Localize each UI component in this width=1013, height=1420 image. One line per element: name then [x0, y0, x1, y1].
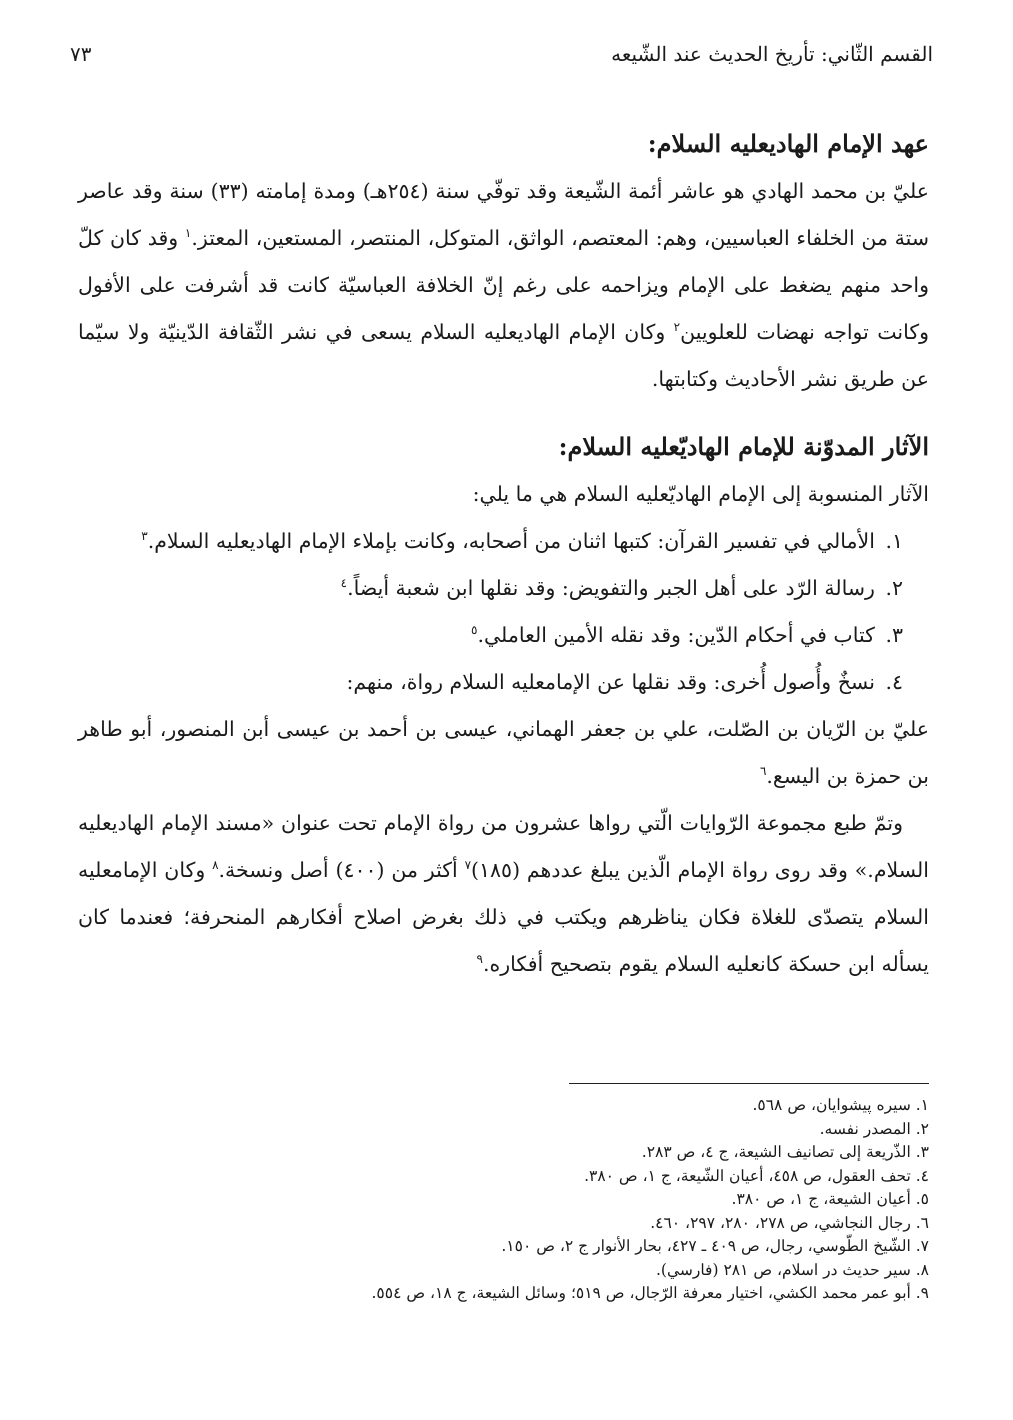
footnote-ref: ٧ — [464, 858, 472, 873]
footnote-item: ٦. رجال النجاشي، ص ٢٧٨، ٢٨٠، ٢٩٧، ٤٦٠. — [650, 1213, 929, 1232]
item-number: ٤. — [885, 670, 903, 694]
item-text: رسالة الرّد على أهل الجبر والتفويض: وقد نقلها ابن شعبة أيضاً. — [347, 576, 875, 600]
footnote-item: ٩. أبو عمر محمد الكشي، اختيار معرفة الرّجال، ص ٥١٩؛ وسائل الشيعة، ج ١٨، ص ٥٥٤. — [371, 1284, 929, 1302]
footnote-ref: ٩ — [476, 952, 483, 967]
footnote-item: ٨. سير حديث در اسلام، ص ٢٨١ (فارسي). — [655, 1260, 929, 1279]
footnote-item: ١. سيره پيشوايان، ص ٥٦٨. — [752, 1096, 929, 1114]
narrators-paragraph — [78, 706, 929, 800]
text-run: وتمّ طبع مجموعة الرّوايات الّتي رواها عشرون من رواة الإمام تحت عنوان «مسند الإمام الهاديعليه السلام.» وقد روى رواة الإمام الّذين يبلغ عددهم (١٨٥) — [78, 811, 929, 882]
item-text: نسخٌ وأُصول أُخرى: وقد نقلها عن الإمامعليه السلام رواة، منهم: — [346, 670, 875, 694]
main-text — [78, 120, 929, 988]
footnote-item: ٧. الشّيخ الطّوسي، رجال، ص ٤٠٩ ـ ٤٢٧، بحار الأنوار ج ٢، ص ١٥٠. — [501, 1237, 929, 1255]
item-number: ١. — [885, 529, 903, 553]
item-number: ٢. — [885, 576, 903, 600]
item-text: كتاب في أحكام الدّين: وقد نقله الأمين العاملي. — [477, 623, 875, 647]
text-run: وقد كان كلّ واحد منهم يضغط على الإمام ويزاحمه على رغم إنّ الخلافة العباسيّة كانت قد أشرفت على الأفول وكانت تواجه نهضات للعلويين — [78, 226, 929, 344]
running-title: القسم الثّاني: تأريخ الحديث عند الشّيعه — [611, 42, 933, 66]
closing-paragraph — [78, 800, 929, 988]
footnote-ref: ٢ — [673, 320, 681, 335]
text-run: وكان الإمامعليه السلام يتصدّى للغلاة فكان يناظرهم ويكتب في ذلك بغرض اصلاح أفكارهم المنحرفة؛ فعندما كان يسأله ابن حسكة كانعليه السلام يقوم بتصحيح أفكاره. — [78, 858, 929, 976]
text-run: عليّ بن الرّيان بن الصّلت، علي بن جعفر الهماني، عيسى بن أحمد بن عيسى أبن المنصور، أبو طاهر بن حمزة بن اليسع. — [78, 717, 929, 788]
list-item — [78, 612, 929, 659]
page-header — [70, 42, 933, 82]
footnote-item: ٥. أعيان الشيعة، ج ١، ص ٣٨٠. — [731, 1190, 929, 1208]
footnote-item: ٣. الذّريعة إلى تصانيف الشيعة، ج ٤، ص ٢٨٣. — [641, 1143, 929, 1161]
list-item — [78, 565, 929, 612]
footnote-ref: ٨ — [212, 858, 219, 873]
section-heading-works: الآثار المدوّنة للإمام الهاديّعليه السلام: — [558, 432, 929, 461]
works-intro: الآثار المنسوبة إلى الإمام الهاديّعليه السلام هي ما يلي: — [472, 482, 929, 506]
footnote-ref: ٥ — [471, 623, 478, 638]
item-number: ٣. — [885, 623, 903, 647]
works-list — [78, 518, 929, 706]
page-number: ٧٣ — [70, 42, 92, 66]
footnote-ref: ٣ — [141, 529, 148, 544]
list-item — [78, 659, 929, 706]
footnotes-list — [160, 1094, 929, 1306]
paragraph-era — [78, 168, 929, 403]
text-run: أكثر من (٤٠٠) أصل ونسخة. — [218, 858, 465, 882]
list-item — [78, 518, 929, 565]
footnote-ref: ١ — [184, 226, 192, 241]
text-run: عليّ بن محمد الهادي هو عاشر أئمة الشّيعة وقد توفّي سنة (٢٥٤هـ) ومدة إمامته (٣٣) سنة وقد عاصر ستة من الخلفاء العباسيين، وهم: المعتصم، الواثق، المتوكل، المنتصر، المستعين، المعتز. — [78, 179, 930, 250]
footnote-ref: ٦ — [759, 764, 767, 779]
footnote-item: ٤. تحف العقول، ص ٤٥٨، أعيان الشّيعة، ج ١، ص ٣٨٠. — [584, 1166, 929, 1185]
footnote-divider — [569, 1083, 929, 1084]
footnote-ref: ٤ — [340, 576, 348, 591]
section-heading-era: عهد الإمام الهاديعليه السلام: — [647, 129, 929, 158]
item-text: الأمالي في تفسير القرآن: كتبها اثنان من أصحابه، وكانت بإملاء الإمام الهاديعليه السلام. — [147, 529, 875, 553]
footnote-item: ٢. المصدر نفسه. — [819, 1119, 929, 1138]
text-run: وكان الإمام الهاديعليه السلام يسعى في نشر الثّقافة الدّينيّة ولا سيّما عن طريق نشر الأحاديث وكتابتها. — [78, 320, 929, 391]
